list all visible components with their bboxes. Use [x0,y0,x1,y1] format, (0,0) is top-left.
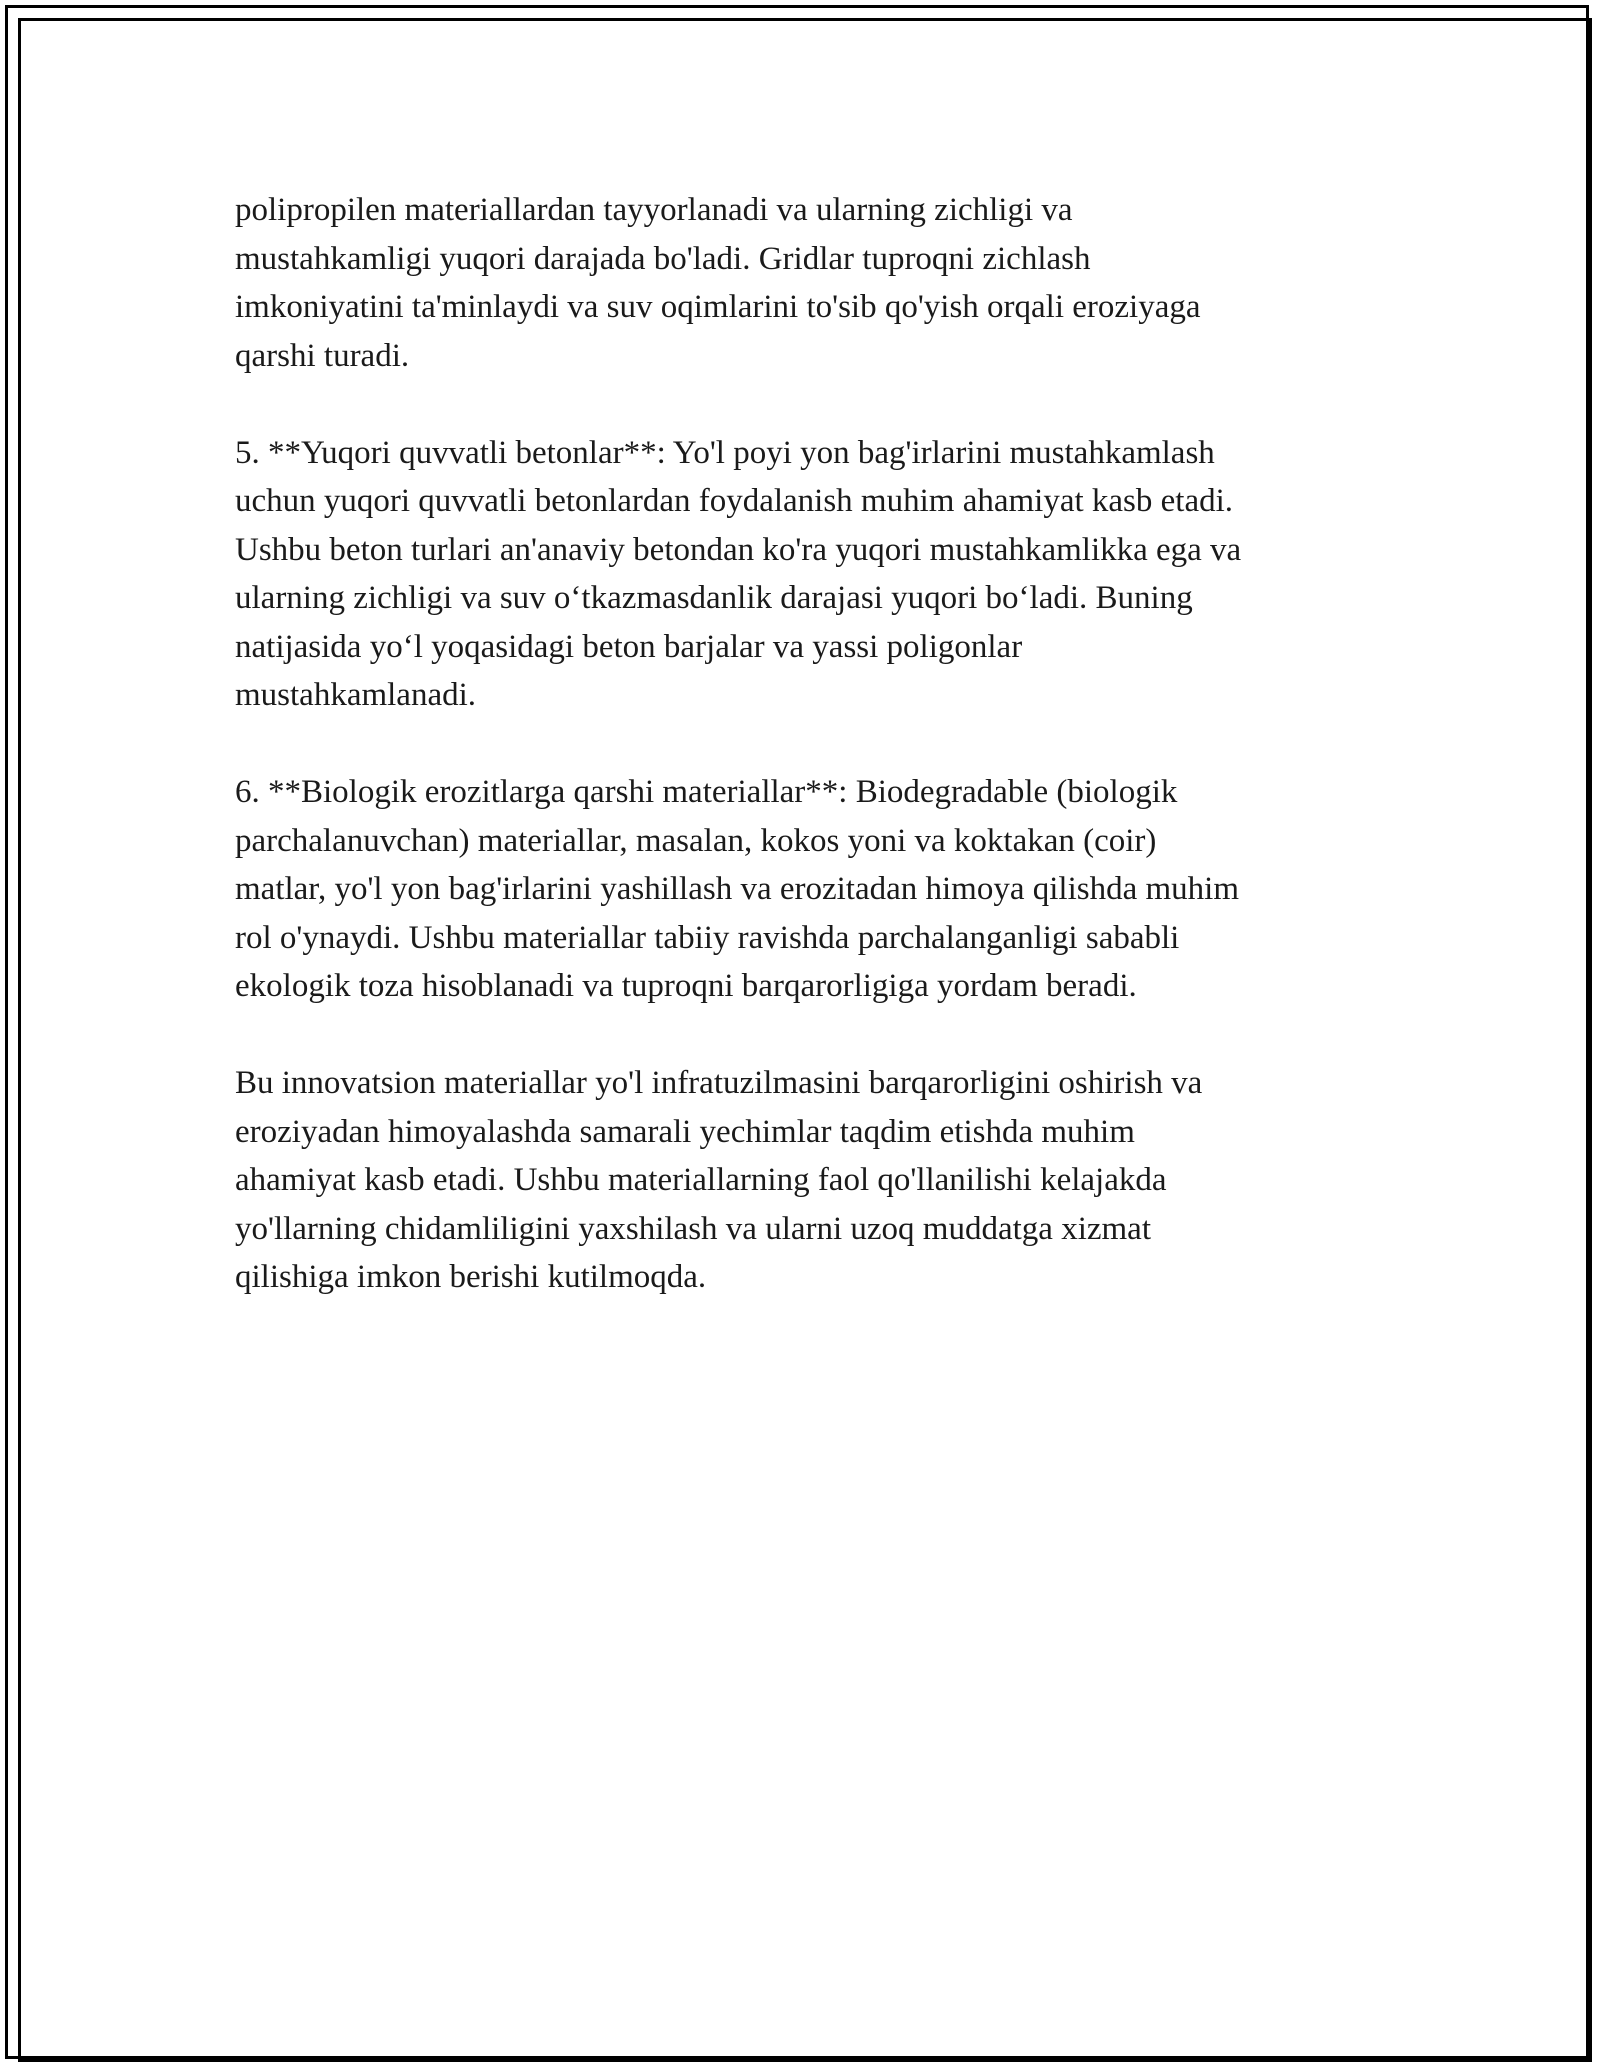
paragraph-geogrid-continuation: polipropilen materiallardan tayyorlanadi va ularning zichligi va mustahkamligi yuqori darajada bo'ladi. Gridlar tuproqni zichlash imkoniyatini ta'minlaydi va suv oqimlarini to'sib qo'yish orqali eroziyaga qarshi turadi. [235,192,1201,374]
paragraph-high-strength-concrete: 5. **Yuqori quvvatli betonlar**: Yo'l poyi yon bag'irlarini mustahkamlash uchun yuqori quvvatli betonlardan foydalanish muhim ahamiyat kasb etadi. Ushbu beton turlari an'anaviy betondan ko'ra yuqori mustahkamlikka ega va ularning zichligi va suv o‘tkazmasdanlik darajasi yuqori bo‘ladi. Buning natijasida yo‘l yoqasidagi beton barjalar va yassi poligonlar mustahkamlanadi. [235,434,1242,713]
document-body [235,186,1365,1350]
paragraph-conclusion: Bu innovatsion materiallar yo'l infratuzilmasini barqarorligini oshirish va eroziyadan himoyalashda samarali yechimlar taqdim etishda muhim ahamiyat kasb etadi. Ushbu materiallarning faol qo'llanilishi kelajakda yo'llarning chidamliligini yaxshilash va ularni uzoq muddatga xizmat qilishiga imkon berishi kutilmoqda. [235,1065,1203,1295]
paragraph-biological-materials: 6. **Biologik erozitlarga qarshi materiallar**: Biodegradable (biologik parchalanuvchan) materiallar, masalan, kokos yoni va koktakan (coir) matlar, yo'l yon bag'irlarini yashillash va erozitadan himoya qilishda muhim rol o'ynaydi. Ushbu materiallar tabiiy ravishda parchalanganligi sababli ekologik toza hisoblanadi va tuproqni barqarorligiga yordam beradi. [235,774,1240,1004]
